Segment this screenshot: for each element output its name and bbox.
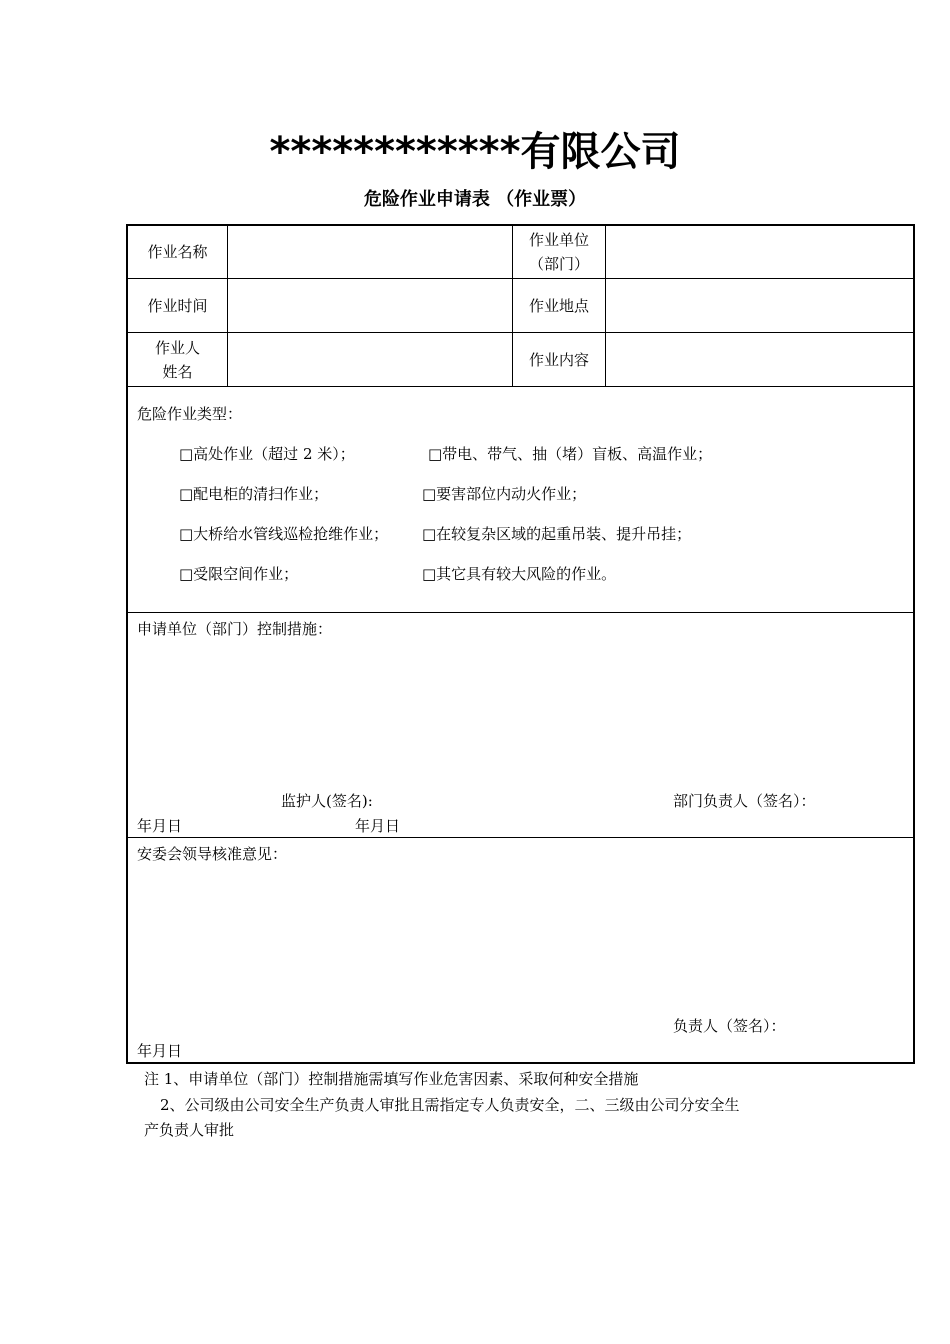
note-line-1: 注 1、申请单位（部门）控制措施需填写作业危害因素、采取何种安全措施 [144, 1070, 639, 1088]
work-time-label-text: 作业时间 [147, 296, 208, 315]
guardian-signature-label: 监护人(签名): [281, 792, 373, 810]
work-place-label-text: 作业地点 [528, 296, 589, 315]
approval-date: 年月日 [137, 1042, 183, 1060]
work-name-field[interactable] [228, 226, 512, 278]
hazard-heading: 危险作业类型： [137, 405, 243, 423]
note-line-2: 2、公司级由公司安全生产负责人审批且需指定专人负责安全，二、三级由公司分安全生 [160, 1096, 740, 1114]
work-place-label [513, 279, 605, 332]
approval-head-signature-label: 负责人（签名）： [673, 1017, 786, 1035]
worker-name-label-line1: 作业人 [154, 338, 200, 357]
work-content-field[interactable] [606, 333, 913, 386]
dept-head-signature-label: 部门负责人（签名）： [673, 792, 816, 810]
work-content-label-text: 作业内容 [528, 350, 589, 369]
row-divider [126, 837, 915, 838]
work-time-label [128, 279, 227, 332]
control-date-mid: 年月日 [355, 817, 401, 835]
hazard-option-lifting[interactable]: □在较复杂区域的起重吊装、提升吊挂； [422, 525, 692, 543]
worker-name-field[interactable] [228, 333, 512, 386]
hazard-option-live-gas[interactable]: □带电、带气、抽（堵）盲板、高温作业； [428, 445, 713, 463]
work-unit-field[interactable] [606, 226, 913, 278]
form-title: 危险作业申请表 （作业票） [363, 189, 587, 210]
work-unit-label [513, 226, 605, 278]
worker-name-label-line2: 姓名 [162, 362, 193, 381]
approval-heading: 安委会领导核准意见： [137, 845, 288, 863]
control-heading: 申请单位（部门）控制措施： [137, 620, 333, 638]
work-unit-label-line2: （部门） [528, 255, 589, 273]
work-unit-label-line1: 作业单位 [528, 231, 589, 249]
row-divider [126, 612, 915, 613]
work-time-field[interactable] [228, 279, 512, 332]
company-title: ************有限公司 [269, 129, 681, 175]
hazard-option-confined-space[interactable]: □受限空间作业； [179, 565, 299, 583]
hazard-option-pipeline[interactable]: □大桥给水管线巡检抢维作业； [179, 525, 389, 543]
hazard-option-cabinet-cleaning[interactable]: □配电柜的清扫作业； [179, 485, 329, 503]
worker-name-label [128, 333, 227, 386]
hazard-option-high-altitude[interactable]: □高处作业（超过 2 米）； [179, 445, 355, 463]
hazard-option-other[interactable]: □其它具有较大风险的作业。 [422, 565, 617, 583]
hazard-option-hot-work[interactable]: □要害部位内动火作业； [422, 485, 587, 503]
note-line-3: 产负责人审批 [144, 1121, 235, 1139]
work-content-label [513, 333, 605, 386]
row-divider [126, 386, 915, 387]
work-name-label-text: 作业名称 [147, 243, 208, 261]
work-place-field[interactable] [606, 279, 913, 332]
control-date-left: 年月日 [137, 817, 183, 835]
work-name-label [128, 226, 227, 278]
